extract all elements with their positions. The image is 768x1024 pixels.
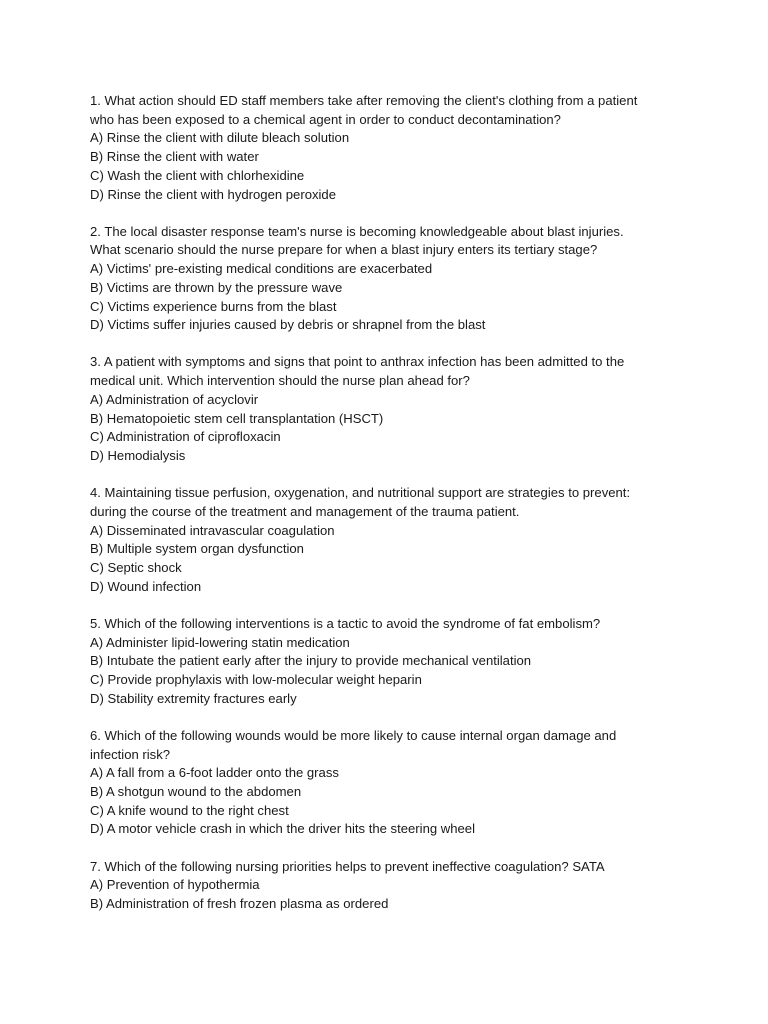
answer-option-a: A) A fall from a 6-foot ladder onto the grass [90,765,339,781]
question-stem-line: 1. What action should ED staff members take after removing the client's clothing from a patient [90,93,638,108]
answer-option-d: D) Hemodialysis [90,447,186,463]
question-stem-line: 5. Which of the following interventions is a tactic to avoid the syndrome of fat embolism? [90,615,601,631]
question-stem-line: 4. Maintaining tissue perfusion, oxygenation, and nutritional support are strategies to prevent: [90,485,631,501]
question-4 [90,484,680,596]
answer-option-c: C) Wash the client with chlorhexidine [90,167,305,183]
answer-option-d: D) Wound infection [90,578,202,594]
question-stem-line: 3. A patient with symptoms and signs that point to anthrax infection has been admitted to the [90,354,625,370]
answer-option-a: A) Disseminated intravascular coagulation [90,522,335,538]
answer-option-b: B) Victims are thrown by the pressure wave [90,279,343,295]
question-stem-line: medical unit. Which intervention should the nurse plan ahead for? [90,373,470,389]
question-stem-line: What scenario should the nurse prepare for when a blast injury enters its tertiary stage? [90,242,598,258]
answer-option-d: D) Stability extremity fractures early [90,690,297,706]
answer-option-d: D) A motor vehicle crash in which the driver hits the steering wheel [90,821,475,837]
question-stem-line: 6. Which of the following wounds would be more likely to cause internal organ damage and [90,727,617,743]
document-page [90,92,680,932]
answer-option-a: A) Victims' pre-existing medical conditions are exacerbated [90,261,433,277]
answer-option-b: B) Rinse the client with water [90,149,259,165]
question-stem-line: during the course of the treatment and management of the trauma patient. [90,503,520,519]
answer-option-b: B) A shotgun wound to the abdomen [90,784,302,799]
question-7 [90,858,680,914]
question-stem-line: 2. The local disaster response team's nurse is becoming knowledgeable about blast injuries. [90,223,624,239]
question-stem-line: who has been exposed to a chemical agent in order to conduct decontamination? [90,111,561,127]
answer-option-a: A) Administration of acyclovir [90,391,259,407]
answer-option-d: D) Victims suffer injuries caused by debris or shrapnel from the blast [90,317,486,333]
answer-option-a: A) Administer lipid-lowering statin medication [90,634,350,650]
answer-option-b: B) Multiple system organ dysfunction [90,541,304,557]
answer-option-b: B) Hematopoietic stem cell transplantation (HSCT) [90,410,384,426]
answer-option-c: C) Provide prophylaxis with low-molecular weight heparin [90,671,422,687]
answer-option-b: B) Administration of fresh frozen plasma as ordered [90,896,389,912]
question-stem-line: infection risk? [90,746,171,762]
question-3 [90,353,680,465]
answer-option-c: C) Victims experience burns from the blast [90,298,337,314]
answer-option-c: C) Septic shock [90,559,182,575]
answer-option-a: A) Rinse the client with dilute bleach solution [90,130,350,146]
answer-option-c: C) Administration of ciprofloxacin [90,429,281,445]
question-5 [90,615,680,709]
answer-option-c: C) A knife wound to the right chest [90,802,289,818]
question-6 [90,727,680,839]
answer-option-a: A) Prevention of hypothermia [90,877,260,893]
answer-option-d: D) Rinse the client with hydrogen peroxide [90,186,337,202]
answer-option-b: B) Intubate the patient early after the injury to provide mechanical ventilation [90,653,532,669]
question-stem-line: 7. Which of the following nursing priorities helps to prevent ineffective coagulation? SATA [90,858,605,874]
question-1 [90,92,680,204]
question-2 [90,223,680,335]
